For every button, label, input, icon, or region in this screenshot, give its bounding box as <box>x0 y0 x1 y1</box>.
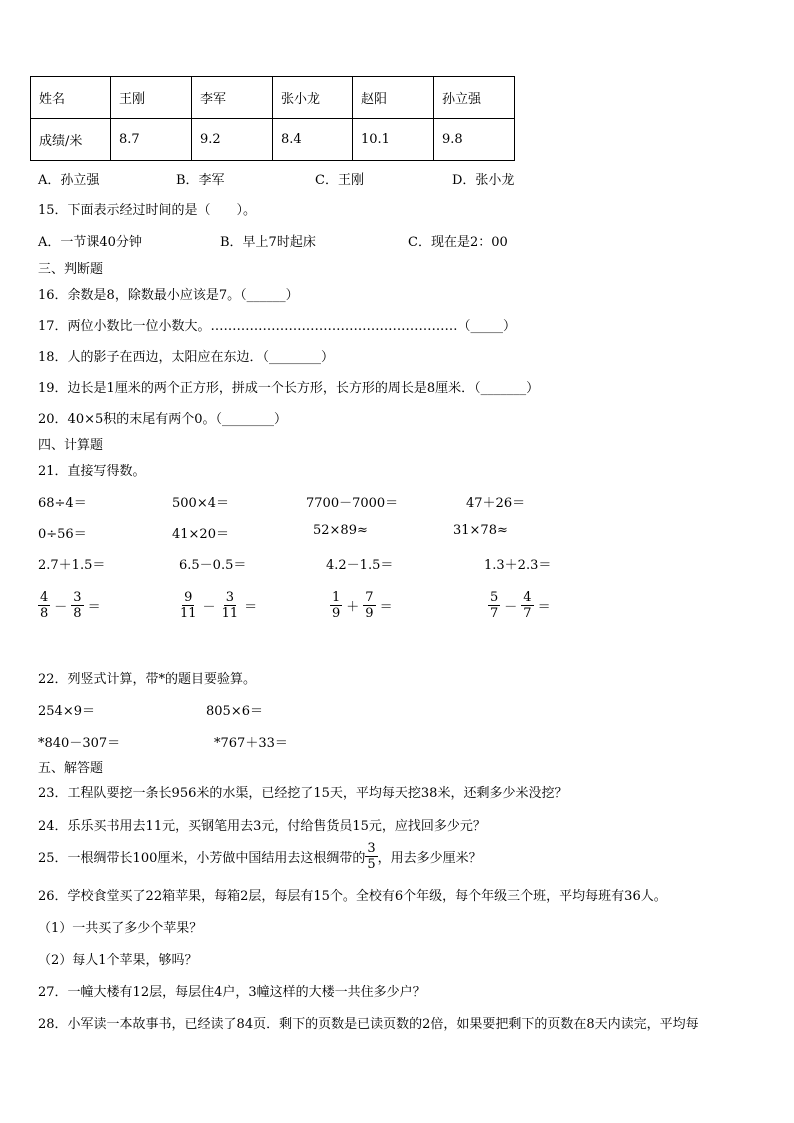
q22-title: 22．列竖式计算，带*的题目要验算。 <box>38 672 257 687</box>
calc-item: 52×89≈ <box>313 523 368 538</box>
calc-item: 2.7＋1.5＝ <box>38 558 106 573</box>
judge-question: 17．两位小数比一位小数大。…………………………………………………（_____） <box>38 319 517 334</box>
equals-sign: ＝ <box>87 600 101 615</box>
operator: － <box>54 600 68 615</box>
calc-item: *840－307＝ <box>38 736 121 751</box>
q14-option-b: B．李军 <box>176 173 225 188</box>
denominator: 11 <box>221 606 239 621</box>
numerator: 3 <box>367 841 376 856</box>
table-cell: 9.8 <box>434 119 515 161</box>
denominator: 7 <box>490 606 499 621</box>
table-row <box>31 119 515 161</box>
denominator: 9 <box>332 606 341 621</box>
word-problem: 27．一幢大楼有12层，每层住4户，3幢这样的大楼一共住多少户？ <box>38 985 426 1000</box>
fraction <box>71 590 83 621</box>
calc-item: 254×9＝ <box>38 704 95 719</box>
fraction-expression <box>178 590 257 621</box>
fraction <box>330 590 342 621</box>
judge-question: 18．人的影子在西边，太阳应在东边．（________） <box>38 350 335 365</box>
fraction <box>363 590 375 621</box>
q14-option-d: D．张小龙 <box>452 173 515 188</box>
section-heading: 五、解答题 <box>38 761 104 776</box>
operator: ＋ <box>346 600 360 615</box>
table-header-row <box>31 77 515 119</box>
calc-item: 6.5－0.5＝ <box>179 558 247 573</box>
q15-question: 15．下面表示经过时间的是（ ）。 <box>38 203 257 218</box>
denominator: 9 <box>365 606 374 621</box>
denominator: 8 <box>40 606 49 621</box>
word-problem: 24．乐乐买书用去11元，买钢笔用去3元，付给售货员15元，应找回多少元？ <box>38 819 486 834</box>
fraction <box>178 590 199 621</box>
sub-question: （2）每人1个苹果，够吗？ <box>38 953 198 968</box>
equals-sign: ＝ <box>379 600 393 615</box>
judge-question: 20．40×5积的末尾有两个0。（________） <box>38 412 288 427</box>
equals-sign: ＝ <box>244 600 258 615</box>
denominator: 8 <box>73 606 82 621</box>
fraction-expression <box>488 590 551 621</box>
judge-question: 16．余数是8，除数最小应该是7。（______） <box>38 288 299 303</box>
table-cell: 王刚 <box>111 77 192 119</box>
denominator: 11 <box>180 606 197 621</box>
word-problem <box>38 841 482 872</box>
table-cell: 孙立强 <box>434 77 515 119</box>
denominator: 7 <box>523 606 532 621</box>
calc-item: 805×6＝ <box>206 704 263 719</box>
calc-item: 0÷56＝ <box>38 527 87 542</box>
operator: － <box>202 600 216 615</box>
table-cell: 9.2 <box>192 119 273 161</box>
table-cell: 8.7 <box>111 119 192 161</box>
section-heading: 四、计算题 <box>38 438 104 453</box>
equals-sign: ＝ <box>537 600 551 615</box>
numerator: 9 <box>184 590 193 605</box>
fraction <box>488 590 500 621</box>
q15-option-a: A．一节课40分钟 <box>38 235 142 250</box>
table-cell: 张小龙 <box>273 77 353 119</box>
table-cell: 姓名 <box>31 77 111 119</box>
calc-item: *767＋33＝ <box>214 736 288 751</box>
table-cell: 李军 <box>192 77 273 119</box>
fraction-expression <box>38 590 101 621</box>
word-problem: 28．小军读一本故事书，已经读了84页．剩下的页数是已读页数的2倍，如果要把剩下的页数在8天内读完，平均每 <box>38 1017 699 1032</box>
judge-question: 19．边长是1厘米的两个正方形，拼成一个长方形，长方形的周长是8厘米．（_______） <box>38 381 540 396</box>
q15-option-b: B．早上7时起床 <box>220 235 316 250</box>
q25-text-before: 25．一根绸带长100厘米，小芳做中国结用去这根绸带的 <box>38 851 366 866</box>
table-cell: 8.4 <box>273 119 353 161</box>
fraction <box>220 590 241 621</box>
fraction-expression <box>330 590 393 621</box>
numerator: 3 <box>73 590 82 605</box>
q14-option-c: C．王刚 <box>315 173 364 188</box>
section-heading: 三、判断题 <box>38 262 104 277</box>
score-table <box>30 76 515 161</box>
calc-item: 31×78≈ <box>453 523 508 538</box>
sub-question: （1）一共买了多少个苹果？ <box>38 921 203 936</box>
q14-option-a: A．孙立强 <box>38 173 100 188</box>
table-cell: 成绩/米 <box>31 119 111 161</box>
table-cell: 赵阳 <box>353 77 434 119</box>
numerator: 5 <box>490 590 499 605</box>
word-problem: 23．工程队要挖一条长956米的水渠，已经挖了15天，平均每天挖38米，还剩多少米没挖？ <box>38 786 568 801</box>
denominator: 5 <box>367 857 376 872</box>
q21-title: 21．直接写得数。 <box>38 464 146 479</box>
fraction <box>365 841 377 872</box>
calc-item: 4.2－1.5＝ <box>326 558 394 573</box>
numerator: 4 <box>523 590 532 605</box>
q15-option-c: C．现在是2：00 <box>408 235 508 250</box>
calc-item: 7700－7000＝ <box>306 496 399 511</box>
calc-item: 41×20＝ <box>172 527 229 542</box>
numerator: 7 <box>365 590 374 605</box>
calc-item: 47＋26＝ <box>466 496 526 511</box>
numerator: 3 <box>225 590 234 605</box>
fraction <box>38 590 50 621</box>
calc-item: 68÷4＝ <box>38 496 87 511</box>
calc-item: 1.3＋2.3＝ <box>484 558 552 573</box>
numerator: 4 <box>40 590 49 605</box>
operator: － <box>504 600 518 615</box>
word-problem: 26．学校食堂买了22箱苹果，每箱2层，每层有15个。全校有6个年级，每个年级三个班，平均每班有36人。 <box>38 889 667 904</box>
calc-item: 500×4＝ <box>172 496 229 511</box>
table-cell: 10.1 <box>353 119 434 161</box>
q25-text-after: ，用去多少厘米？ <box>377 851 482 866</box>
fraction <box>521 590 533 621</box>
numerator: 1 <box>332 590 341 605</box>
